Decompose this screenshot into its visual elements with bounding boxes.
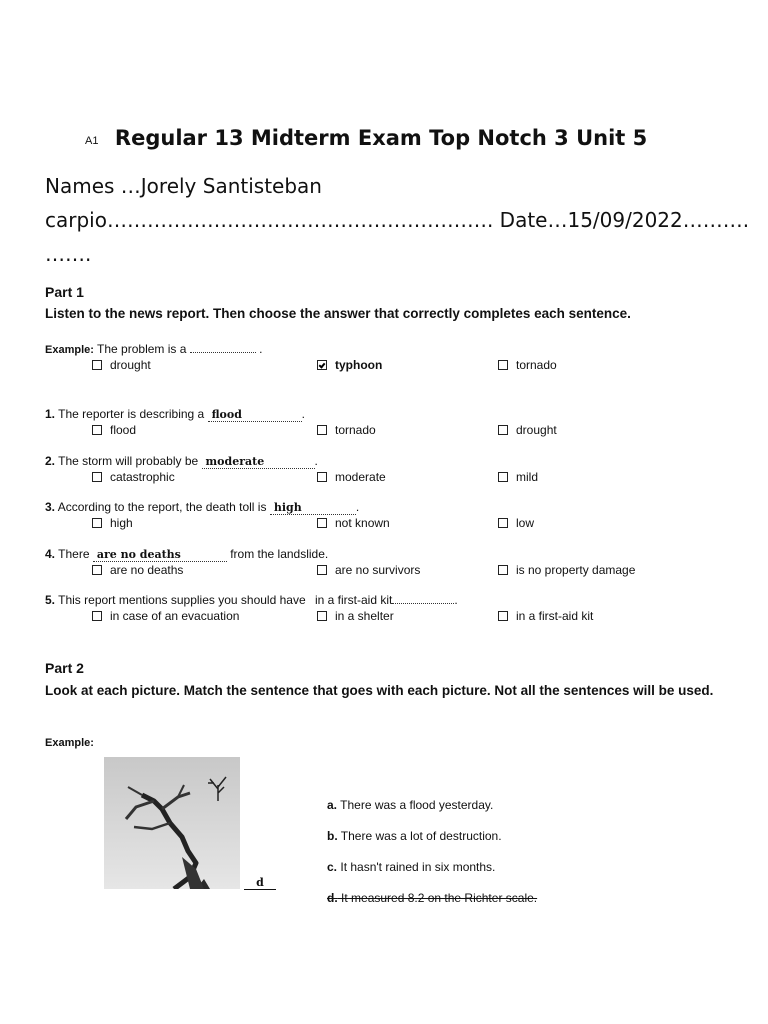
- level-tag: A1: [85, 134, 99, 147]
- sentence-a: a. There was a flood yesterday.: [327, 798, 494, 812]
- part2-heading: Part 2: [45, 660, 84, 676]
- q1-option-a[interactable]: flood: [92, 423, 136, 437]
- q3-option-c[interactable]: low: [498, 516, 534, 530]
- example-answer[interactable]: d: [244, 876, 276, 890]
- sentence-b: b. There was a lot of destruction.: [327, 829, 502, 843]
- part2-example-label: Example:: [45, 737, 94, 749]
- part1-instructions: Listen to the news report. Then choose the answer that correctly completes each sentence.: [45, 306, 631, 321]
- question-4: 4. There are no deaths from the landslide.: [45, 547, 329, 561]
- sentence-d: d. It measured 8.2 on the Richter scale.: [327, 891, 538, 905]
- checkbox-icon[interactable]: [498, 472, 508, 482]
- question-2: 2. The storm will probably be moderate .: [45, 454, 318, 468]
- q5-option-c[interactable]: in a first-aid kit: [498, 609, 593, 623]
- checkbox-icon[interactable]: [498, 518, 508, 528]
- checkbox-icon[interactable]: [498, 611, 508, 621]
- question-1: 1. The reporter is describing a flood .: [45, 407, 305, 421]
- exam-title: Regular 13 Midterm Exam Top Notch 3 Unit 5: [114, 126, 648, 150]
- example-sentence: [45, 342, 262, 356]
- answer-5[interactable]: in a first-aid kit: [314, 593, 393, 607]
- example-blank[interactable]: [190, 352, 256, 353]
- checkbox-icon[interactable]: [498, 425, 508, 435]
- q2-option-a[interactable]: catastrophic: [92, 470, 175, 484]
- earthquake-picture: [104, 757, 240, 889]
- names-line-1: Names …Jorely Santisteban: [45, 174, 322, 198]
- question-3: 3. According to the report, the death toll is high .: [45, 500, 360, 514]
- exam-header: [85, 126, 647, 150]
- checkbox-icon[interactable]: [317, 611, 327, 621]
- example-option-c[interactable]: tornado: [498, 358, 557, 372]
- q5-option-b[interactable]: in a shelter: [317, 609, 394, 623]
- checkbox-icon[interactable]: [92, 518, 102, 528]
- answer-5-blank[interactable]: [392, 603, 454, 604]
- names-line-3: …….: [45, 242, 92, 266]
- part2-instructions: Look at each picture. Match the sentence that goes with each picture. Not all the sentences will be used.: [45, 683, 714, 698]
- q2-option-b[interactable]: moderate: [317, 470, 386, 484]
- q1-option-b[interactable]: tornado: [317, 423, 376, 437]
- earthquake-crack-icon: [104, 757, 240, 889]
- checkbox-icon[interactable]: [92, 565, 102, 575]
- answer-1[interactable]: flood: [208, 408, 302, 422]
- question-5: 5. This report mentions supplies you should have in a first-aid kit .: [45, 593, 458, 607]
- part1-heading: Part 1: [45, 284, 84, 300]
- checkbox-icon[interactable]: [498, 360, 508, 370]
- sentence-c: c. It hasn't rained in six months.: [327, 860, 496, 874]
- example-before: The problem is a: [97, 342, 187, 356]
- q2-option-c[interactable]: mild: [498, 470, 538, 484]
- answer-4[interactable]: are no deaths: [93, 548, 227, 562]
- q3-option-a[interactable]: high: [92, 516, 133, 530]
- q4-option-c[interactable]: is no property damage: [498, 563, 635, 577]
- example-label: Example:: [45, 344, 94, 356]
- q1-option-c[interactable]: drought: [498, 423, 557, 437]
- checkbox-icon[interactable]: [92, 611, 102, 621]
- checkbox-icon[interactable]: [92, 360, 102, 370]
- checked-checkbox-icon[interactable]: [317, 360, 327, 370]
- checkbox-icon[interactable]: [92, 425, 102, 435]
- checkbox-icon[interactable]: [317, 518, 327, 528]
- example-after: .: [259, 342, 263, 356]
- example-option-a[interactable]: drought: [92, 358, 151, 372]
- checkbox-icon[interactable]: [498, 565, 508, 575]
- example-option-b[interactable]: typhoon: [317, 358, 382, 372]
- q5-option-a[interactable]: in case of an evacuation: [92, 609, 239, 623]
- q3-option-b[interactable]: not known: [317, 516, 390, 530]
- names-line-2: carpio…………………………………………………. Date…15/09/2022……….: [45, 208, 750, 232]
- checkbox-icon[interactable]: [92, 472, 102, 482]
- q4-option-a[interactable]: are no deaths: [92, 563, 183, 577]
- checkbox-icon[interactable]: [317, 565, 327, 575]
- checkbox-icon[interactable]: [317, 425, 327, 435]
- answer-3[interactable]: high: [270, 501, 356, 515]
- checkbox-icon[interactable]: [317, 472, 327, 482]
- q4-option-b[interactable]: are no survivors: [317, 563, 420, 577]
- answer-2[interactable]: moderate: [202, 455, 315, 469]
